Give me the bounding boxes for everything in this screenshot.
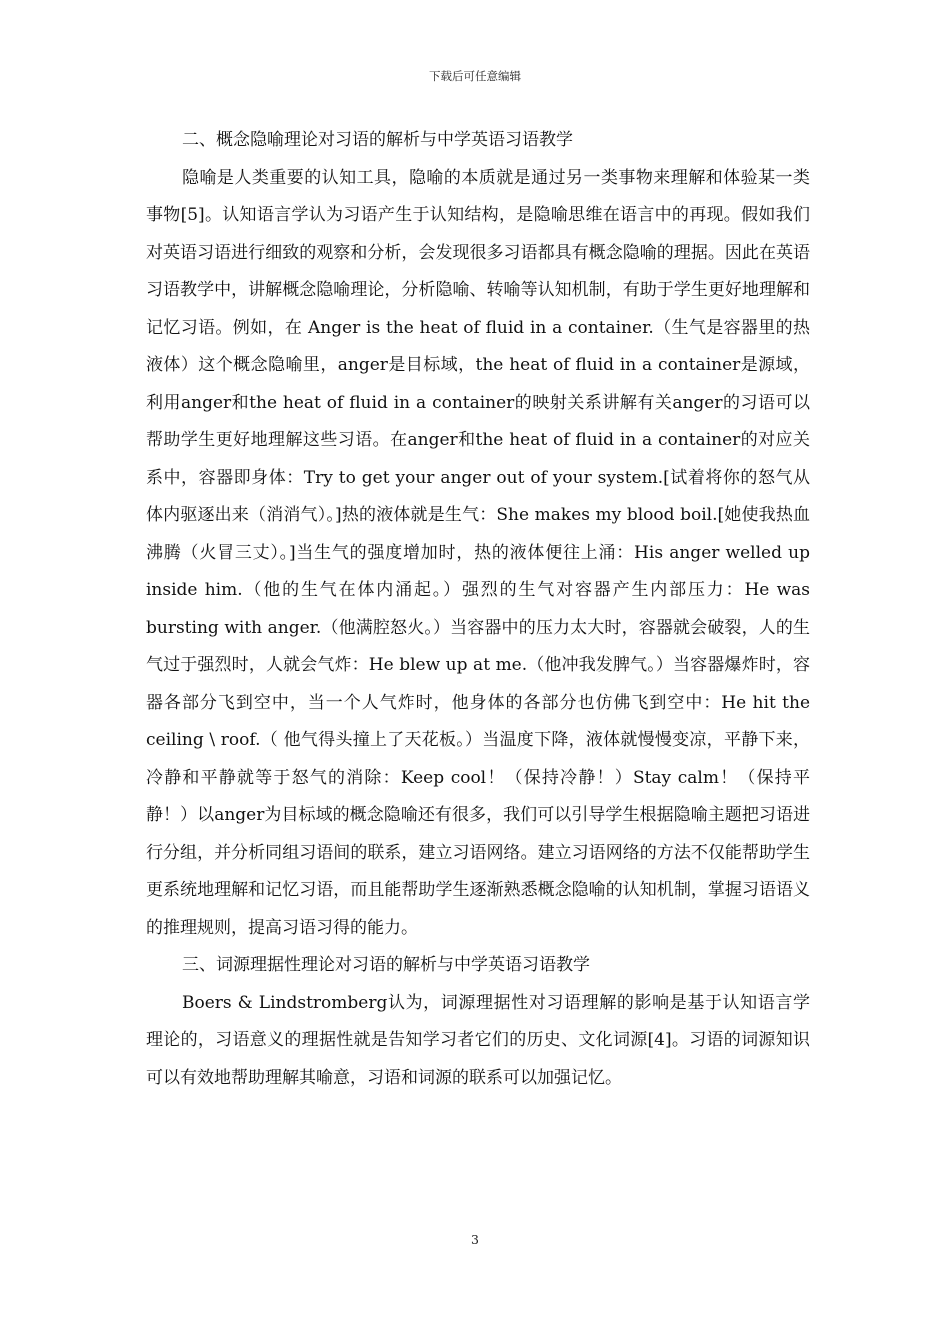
section-heading-3: 三、词源理据性理论对习语的解析与中学英语习语教学 (182, 955, 590, 975)
page-number: 3 (471, 1232, 479, 1247)
section-heading-2: 二、概念隐喻理论对习语的解析与中学英语习语教学 (182, 130, 573, 150)
body-paragraph: Boers & Lindstromberg认为，词源理据性对习语理解的影响是基于认知语言学理论的，习语意义的理据性就是告知学习者它们的历史、文化词源[4]。习语的词源知识可以有效地帮助理解其喻意，习语和词源的联系可以加强记忆。 (146, 992, 810, 1088)
document-body (146, 122, 810, 1097)
page-header: 下载后可任意编辑 (429, 69, 521, 83)
body-paragraph: 隐喻是人类重要的认知工具，隐喻的本质就是通过另一类事物来理解和体验某一类事物[5]。认知语言学认为习语产生于认知结构，是隐喻思维在语言中的再现。假如我们对英语习语进行细致的观察和分析，会发现很多习语都具有概念隐喻的理据。因此在英语习语教学中，讲解概念隐喻理论，分析隐喻、转喻等认知机制，有助于学生更好地理解和记忆习语。例如，在 Anger is the heat of fluid in a container.（生气是容器里的热液体）这个概念隐喻里，anger是目标域，the heat of fluid in a container是源域，利用anger和the heat of fluid in a container的映射关系讲解有关anger的习语可以帮助学生更好地理解这些习语。在anger和the heat of fluid in a container的对应关系中，容器即身体：Try to get your anger out of your system.[试着将你的怒气从体内驱逐出来（消消气）。]热的液体就是生气：She makes my blood boil.[她使我热血沸腾（火冒三丈）。]当生气的强度增加时，热的液体便往上涌：His anger welled up inside him.（他的生气在体内涌起。）强烈的生气对容器产生内部压力：He was bursting with anger.（他满腔怒火。）当容器中的压力太大时，容器就会破裂，人的生气过于强烈时，人就会气炸：He blew up at me.（他冲我发脾气。）当容器爆炸时，容器各部分飞到空中，当一个人气炸时，他身体的各部分也仿佛飞到空中：He hit the ceiling \ roof.（ 他气得头撞上了天花板。）当温度下降，液体就慢慢变凉，平静下来，冷静和平静就等于怒气的消除：Keep cool！（保持冷静！）Stay calm！（保持平静！）以anger为目标域的概念隐喻还有很多，我们可以引导学生根据隐喻主题把习语进行分组，并分析同组习语间的联系，建立习语网络。建立习语网络的方法不仅能帮助学生更系统地理解和记忆习语，而且能帮助学生逐渐熟悉概念隐喻的认知机制，掌握习语语义的推理规则，提高习语习得的能力。 (146, 167, 810, 938)
